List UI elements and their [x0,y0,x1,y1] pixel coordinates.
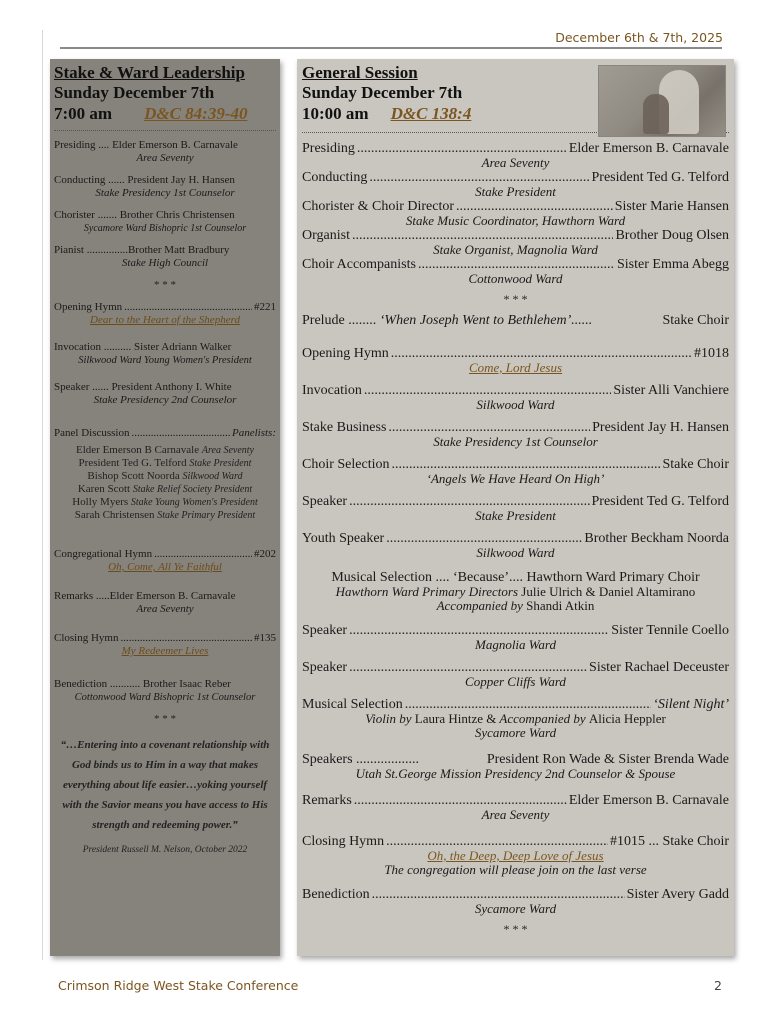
closing-hymn-link[interactable]: Oh, the Deep, Deep Love of Jesus [427,848,604,863]
panel-discussion-entry: Panel Discussion ..... Panelists: [54,427,276,440]
musical-selection-entry: Musical Selection ..... ‘Silent Night’ Violin by Laura Hintze & Accompanied by Alicia Heppler Sycamore Ward [302,697,729,740]
speaker-entry: Speaker ..... Sister Tennile Coello Magnolia Ward [302,623,729,652]
quote-attribution: President Russell M. Nelson, October 2022 [82,845,248,855]
chorister-entry: Chorister ....... Brother Chris Christensen Sycamore Ward Bishopric 1st Counselor [54,209,247,234]
header-date: December 6th & 7th, 2025 [555,30,723,45]
youth-speaker-entry: Youth Speaker ..... Brother Beckham Noorda Silkwood Ward [302,531,729,560]
left-time-row [54,103,276,125]
opening-hymn-entry: Opening Hymn ..... #221 Dear to the Heart of the Shepherd [54,301,276,327]
left-day: Sunday December 7th [54,83,215,102]
margin-line [42,30,43,960]
chorister-entry: Chorister & Choir Director ..... Sister Marie Hansen Stake Music Coordinator, Hawthorn Ward [302,199,729,228]
stake-business-entry: Stake Business ..... President Jay H. Hansen Stake Presidency 1st Counselor [302,420,729,449]
general-session-panel [297,59,734,956]
prelude-entry: Prelude ........ ‘When Joseph Went to Bethlehem’...... Stake Choir [302,313,729,328]
conducting-entry: Conducting ...... President Jay H. Hansen Stake Presidency 1st Counselor [54,174,235,199]
panelist: President Ted G. Telford Stake President [78,457,252,469]
closing-hymn-entry: Closing Hymn ..... #135 My Redeemer Lives [54,632,276,658]
header-rule [60,47,722,49]
remarks-entry: Remarks .....Elder Emerson B. Carnavale Area Seventy [54,590,236,615]
closing-hymn-entry: Closing Hymn ..... #1015 ... Stake Choir Oh, the Deep, Deep Love of Jesus The congregation will please join on the last verse [302,834,729,877]
panelist: Sarah Christensen Stake Primary President [74,509,256,521]
conducting-entry: Conducting ..... President Ted G. Telford Stake President [302,170,729,199]
page-number: 2 [714,978,722,993]
congregational-hymn-entry: Congregational Hymn ..... #202 Oh, Come, All Ye Faithful [54,548,276,574]
panelist: Holly Myers Stake Young Women's President [72,496,258,508]
speaker-entry: Speaker ...... President Anthony I. White Stake Presidency 2nd Counselor [54,381,237,406]
speakers-entry: Speakers .................. President Ron Wade & Sister Brenda Wade Utah St.George Mission Presidency 2nd Counselor & Spouse [302,752,729,781]
opening-hymn-link[interactable]: Come, Lord Jesus [468,360,563,375]
congregational-hymn-link[interactable]: Oh, Come, All Ye Faithful [108,561,222,573]
right-time: 10:00 am [302,104,369,123]
closing-hymn-link[interactable]: My Redeemer Lives [121,645,209,657]
left-title: Stake & Ward Leadership [54,63,245,82]
left-scripture-link[interactable]: D&C 84:39-40 [144,104,248,123]
section-stars: * * * [503,292,528,306]
presiding-entry: Presiding .... Elder Emerson B. Carnavale Area Seventy [54,139,238,164]
right-title: General Session [302,63,418,82]
left-time: 7:00 am [54,104,113,123]
choir-selection-entry: Choir Selection ..... Stake Choir ‘Angels We Have Heard On High’ [302,457,729,486]
invocation-entry: Invocation ..... Sister Alli Vanchiere Silkwood Ward [302,383,729,412]
pianist-entry: Pianist ...............Brother Matt Bradbury Stake High Council [54,244,230,269]
invocation-entry: Invocation .......... Sister Adriann Walker Silkwood Ward Young Women's President [54,341,252,366]
section-stars: * * * [154,713,176,725]
section-stars: * * * [154,279,176,291]
benediction-entry: Benediction ........... Brother Isaac Reber Cottonwood Ward Bishopric 1st Counselor [54,678,256,703]
panelist: Karen Scott Stake Relief Society President [77,483,253,495]
opening-hymn-entry: Opening Hymn ..... #1018 Come, Lord Jesus [302,346,729,375]
panelist: Elder Emerson B Carnavale Area Seventy [76,444,254,456]
speaker-entry: Speaker ..... President Ted G. Telford Stake President [302,494,729,523]
organist-entry: Organist ..... Brother Doug Olsen Stake Organist, Magnolia Ward [302,228,729,257]
panelist: Bishop Scott Noorda Silkwood Ward [87,470,243,482]
section-stars: * * * [503,922,528,936]
panelist-list [54,444,276,522]
speaker-entry: Speaker ..... Sister Rachael Deceuster Copper Cliffs Ward [302,660,729,689]
right-day: Sunday December 7th [302,83,463,102]
remarks-entry: Remarks ..... Elder Emerson B. Carnavale Area Seventy [302,793,729,822]
nativity-image [598,65,726,137]
presiding-entry: Presiding ..... Elder Emerson B. Carnavale Area Seventy [302,141,729,170]
benediction-entry: Benediction ..... Sister Avery Gadd Sycamore Ward [302,887,729,916]
opening-hymn-link[interactable]: Dear to the Heart of the Shepherd [90,314,240,326]
leadership-session-panel [50,59,280,956]
musical-selection-entry: Musical Selection .... ‘Because’.... Hawthorn Ward Primary Choir Hawthorn Ward Primary Directors Julie Ulrich & Daniel Altamirano Accompanied by Shandi Atkin [331,570,700,613]
nelson-quote: “…Entering into a covenant relationship with God binds us to Him in a way that makes everything about life easier…yoking yourself with the Savior means you have access to His strength and redeeming power.” [60,739,270,831]
footer-title: Crimson Ridge West Stake Conference [58,978,299,993]
divider [54,125,276,131]
right-scripture-link[interactable]: D&C 138:4 [390,104,472,123]
accompanists-entry: Choir Accompanists ..... Sister Emma Abegg Cottonwood Ward [302,257,729,286]
